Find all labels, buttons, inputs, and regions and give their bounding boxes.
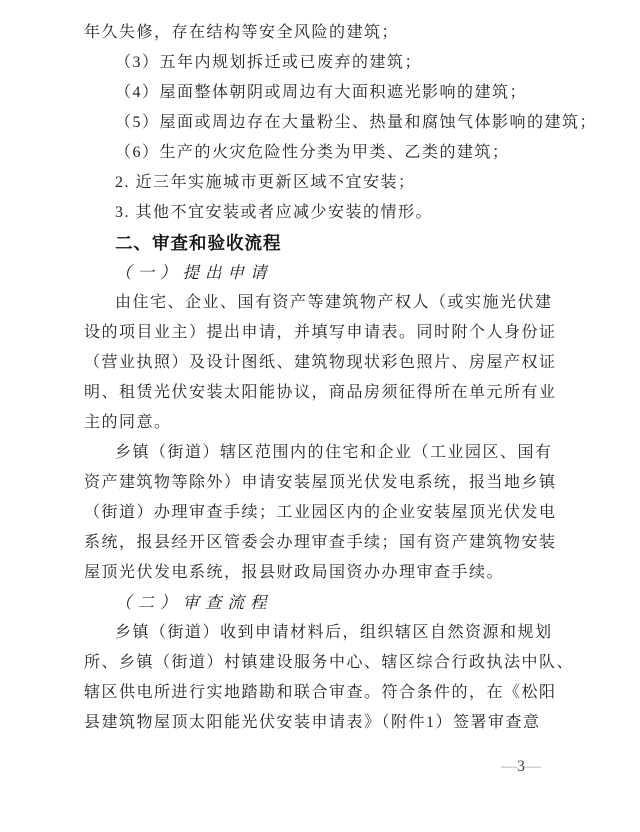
text-line: 2. 近三年实施城市更新区域不宜安装； xyxy=(115,174,416,191)
text-line: 乡镇（街道）辖区范围内的住宅和企业（工业园区、国有 xyxy=(115,444,553,461)
text-line: 年久失修，存在结构等安全风险的建筑； xyxy=(84,24,400,41)
page-number-value: 3 xyxy=(517,758,525,775)
text-line: 县建筑物屋顶太阳能光伏安装申请表》（附件1）签署审查意 xyxy=(84,714,541,731)
text-line: 所、乡镇（街道）村镇建设服务中心、辖区综合行政执法中队、 xyxy=(84,654,575,671)
text-line: 由住宅、企业、国有资产等建筑物产权人（或实施光伏建 xyxy=(115,294,553,311)
text-line: 主的同意。 xyxy=(84,414,172,431)
text-line: 3. 其他不宜安装或者应减少安装的情形。 xyxy=(115,204,434,221)
text-line: 系统，报县经开区管委会办理审查手续；国有资产建筑物安装 xyxy=(84,534,557,551)
page-number-dash-left: — xyxy=(501,758,517,775)
text-line: 屋顶光伏发电系统，报县财政局国资办办理审查手续。 xyxy=(84,564,505,581)
text-line: （3）五年内规划拆迁或已废弃的建筑； xyxy=(115,54,423,71)
text-line: 明、租赁光伏安装太阳能协议，商品房须征得所在单元所有业 xyxy=(84,384,557,401)
subsection-heading: （一）提出申请 xyxy=(115,263,273,282)
text-line: （6）生产的火灾危险性分类为甲类、乙类的建筑； xyxy=(115,144,510,161)
document-body xyxy=(84,18,598,738)
text-line: （营业执照）及设计图纸、建筑物现状彩色照片、房屋产权证 xyxy=(84,354,557,371)
subsection-heading: （二）审查流程 xyxy=(115,593,273,612)
text-line: 辖区供电所进行实地踏勘和联合审查。符合条件的，在《松阳 xyxy=(84,684,557,701)
section-heading: 二、审查和验收流程 xyxy=(115,233,282,253)
text-line: 设的项目业主）提出申请，并填写申请表。同时附个人身份证 xyxy=(84,324,557,341)
text-line: 乡镇（街道）收到申请材料后，组织辖区自然资源和规划 xyxy=(115,624,553,641)
text-line: （街道）办理审查手续；工业园区内的企业安装屋顶光伏发电 xyxy=(84,504,557,521)
text-line: 资产建筑物等除外）申请安装屋顶光伏发电系统，报当地乡镇 xyxy=(84,474,557,491)
text-line: （4）屋面整体朝阴或周边有大面积遮光影响的建筑； xyxy=(115,84,528,101)
text-line: （5）屋面或周边存在大量粉尘、热量和腐蚀气体影响的建筑； xyxy=(115,114,598,131)
page-number xyxy=(501,752,541,782)
page-number-dash-right: — xyxy=(525,758,541,775)
